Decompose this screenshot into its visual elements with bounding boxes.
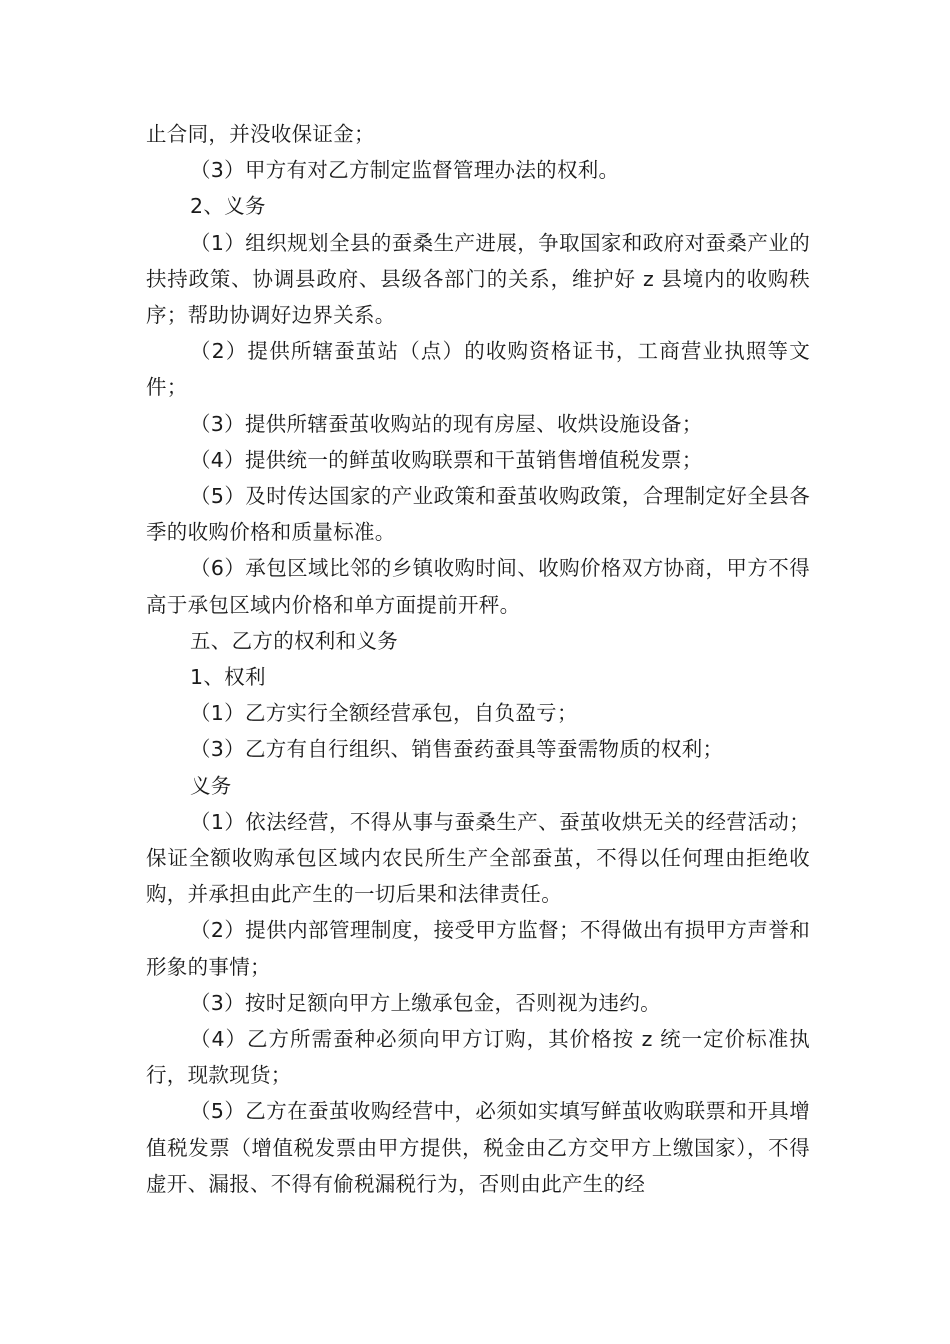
paragraph: （2）提供所辖蚕茧站（点）的收购资格证书，工商营业执照等文件； bbox=[146, 339, 810, 400]
paragraph: （1）乙方实行全额经营承包，自负盈亏； bbox=[190, 701, 578, 726]
document-body bbox=[146, 116, 810, 1202]
paragraph: （2）提供内部管理制度，接受甲方监督；不得做出有损甲方声誉和形象的事情； bbox=[146, 918, 810, 979]
paragraph: （6）承包区域比邻的乡镇收购时间、收购价格双方协商，甲方不得高于承包区域内价格和单方面提前开秤。 bbox=[146, 556, 810, 617]
section-heading: 1、权利 bbox=[190, 665, 266, 690]
paragraph: （5）乙方在蚕茧收购经营中，必须如实填写鲜茧收购联票和开具增值税发票（增值税发票由甲方提供，税金由乙方交甲方上缴国家），不得虚开、漏报、不得有偷税漏税行为，否则由此产生的经 bbox=[146, 1099, 810, 1196]
paragraph: （3）按时足额向甲方上缴承包金，否则视为违约。 bbox=[190, 990, 661, 1015]
paragraph: （4）提供统一的鲜茧收购联票和干茧销售增值税发票； bbox=[190, 447, 703, 472]
paragraph: （1）依法经营，不得从事与蚕桑生产、蚕茧收烘无关的经营活动；保证全额收购承包区域内农民所生产全部蚕茧，不得以任何理由拒绝收购，并承担由此产生的一切后果和法律责任。 bbox=[146, 809, 810, 907]
section-heading: 五、乙方的权利和义务 bbox=[190, 628, 398, 653]
paragraph: 止合同，并没收保证金； bbox=[146, 122, 375, 146]
paragraph: （3）甲方有对乙方制定监督管理办法的权利。 bbox=[190, 158, 620, 183]
paragraph: （5）及时传达国家的产业政策和蚕茧收购政策，合理制定好全县各季的收购价格和质量标准。 bbox=[146, 484, 810, 545]
section-heading: 义务 bbox=[190, 773, 232, 798]
paragraph: （3）乙方有自行组织、销售蚕药蚕具等蚕需物质的权利； bbox=[190, 737, 724, 762]
paragraph: （3）提供所辖蚕茧收购站的现有房屋、收烘设施设备； bbox=[190, 411, 703, 436]
paragraph: （1）组织规划全县的蚕桑生产进展，争取国家和政府对蚕桑产业的扶持政策、协调县政府、县级各部门的关系，维护好 z 县境内的收购秩序；帮助协调好边界关系。 bbox=[146, 230, 810, 328]
paragraph: （4）乙方所需蚕种必须向甲方订购，其价格按 z 统一定价标准执行，现款现货； bbox=[146, 1027, 810, 1088]
section-heading: 2、义务 bbox=[190, 194, 266, 219]
